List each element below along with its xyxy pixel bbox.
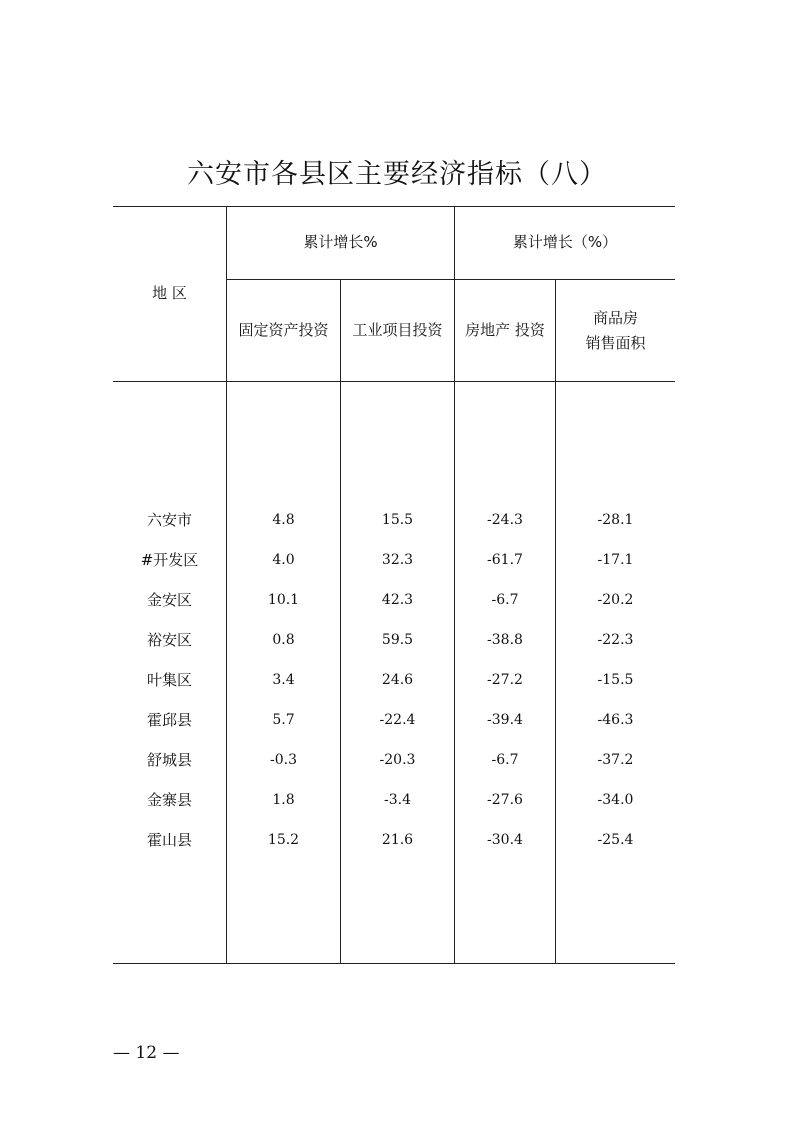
region-cell: 六安市 <box>146 510 192 529</box>
fixed-asset-value: 10.1 <box>267 591 300 608</box>
real-estate-value: -30.4 <box>487 831 523 848</box>
column-divider-1 <box>340 279 341 963</box>
column-header-housing-sales-area <box>556 280 675 381</box>
industrial-value: 32.3 <box>381 551 414 568</box>
fixed-asset-value: 0.8 <box>272 631 295 648</box>
region-cell: 裕安区 <box>146 630 192 649</box>
real-estate-value: -24.3 <box>487 511 523 528</box>
region-header: 地 区 <box>152 284 187 302</box>
column-header-fixed-asset-investment: 固定资产投资 <box>238 321 329 339</box>
region-cell: #开发区 <box>140 550 199 569</box>
column-header-industrial-project-investment: 工业项目投资 <box>352 321 443 339</box>
fixed-asset-value: 4.0 <box>272 551 295 568</box>
column-header-housing-sales-area-line1: 商品房 <box>592 308 638 327</box>
real-estate-value: -6.7 <box>491 751 519 768</box>
industrial-value: 15.5 <box>381 511 414 528</box>
industrial-value: 59.5 <box>381 631 414 648</box>
region-cell: 霍邱县 <box>146 710 192 729</box>
column-header-housing-sales-area-line2: 销售面积 <box>585 333 646 352</box>
region-cell: 金安区 <box>146 590 192 609</box>
sales-area-value: -22.3 <box>597 631 634 648</box>
sales-area-value: -37.2 <box>597 751 634 768</box>
sales-area-value: -25.4 <box>597 831 634 848</box>
column-divider-3 <box>555 279 556 963</box>
sales-area-value: -34.0 <box>597 791 634 808</box>
real-estate-value: -6.7 <box>491 591 519 608</box>
industrial-value: 24.6 <box>381 671 414 688</box>
region-cell: 叶集区 <box>146 670 192 689</box>
real-estate-value: -27.2 <box>487 671 523 688</box>
region-cell: 金寨县 <box>146 790 192 809</box>
sales-area-value: -15.5 <box>597 671 634 688</box>
industrial-value: 21.6 <box>381 831 414 848</box>
sales-area-value: -46.3 <box>597 711 634 728</box>
sales-area-value: -20.2 <box>597 591 634 608</box>
region-cell: 霍山县 <box>146 830 192 849</box>
fixed-asset-value: -0.3 <box>270 751 297 768</box>
table-bottom-rule <box>113 963 675 964</box>
sales-area-value: -28.1 <box>597 511 634 528</box>
industrial-value: 42.3 <box>381 591 414 608</box>
fixed-asset-value: 5.7 <box>272 711 295 728</box>
real-estate-value: -38.8 <box>487 631 523 648</box>
column-header-real-estate-investment: 房地产 投资 <box>465 321 545 339</box>
industrial-value: -3.4 <box>384 791 411 808</box>
page-title: 六安市各县区主要经济指标（八） <box>187 159 607 190</box>
real-estate-value: -27.6 <box>487 791 523 808</box>
page-number: — 12 — <box>113 1043 180 1063</box>
fixed-asset-value: 3.4 <box>272 671 295 688</box>
fixed-asset-value: 15.2 <box>267 831 300 848</box>
group-header-cumulative-growth-pct: 累计增长（%） <box>512 233 618 251</box>
fixed-asset-value: 1.8 <box>272 791 295 808</box>
header-bottom-rule <box>113 381 675 382</box>
real-estate-value: -39.4 <box>487 711 523 728</box>
industrial-value: -22.4 <box>379 711 416 728</box>
sales-area-value: -17.1 <box>597 551 634 568</box>
industrial-value: -20.3 <box>379 751 416 768</box>
fixed-asset-value: 4.8 <box>272 511 295 528</box>
group-header-cumulative-growth: 累计增长% <box>303 233 378 251</box>
region-cell: 舒城县 <box>146 750 192 769</box>
real-estate-value: -61.7 <box>487 551 523 568</box>
